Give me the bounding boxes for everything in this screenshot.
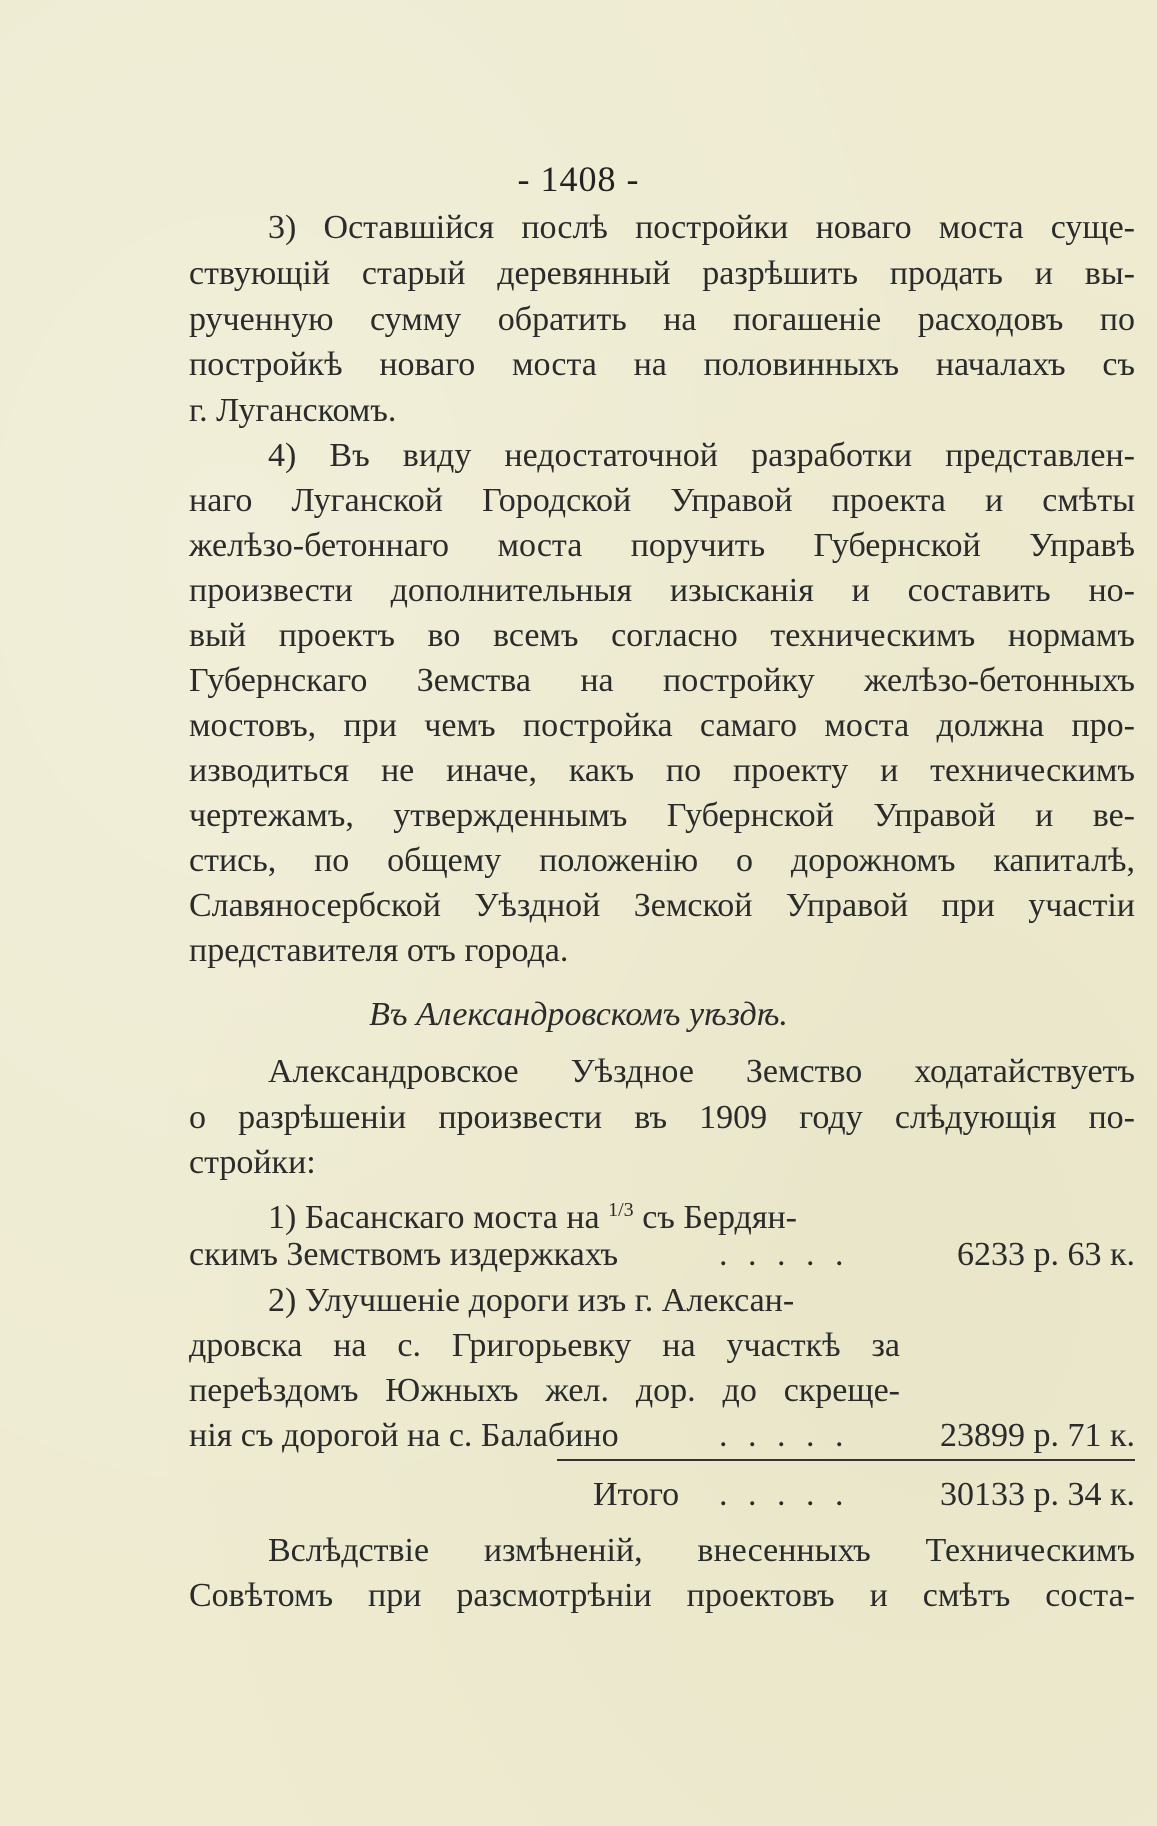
item-1-line-1 — [268, 1190, 797, 1238]
item-1-dots: . . . . . — [719, 1236, 850, 1273]
item-2-line-2: дровска на с. Григорьевку на участкѣ за — [189, 1327, 900, 1364]
paragraph-3-line: рученную сумму обратить на погашеніе расходовъ по — [189, 301, 1135, 338]
item-2-dots: . . . . . — [719, 1417, 850, 1454]
paragraph-4-line: наго Луганской Городской Управой проекта и смѣты — [189, 482, 1135, 519]
item-1-text: скимъ Земствомъ издержкахъ — [189, 1236, 619, 1273]
item-1-fraction: 1/3 — [608, 1199, 634, 1221]
item-1-prefix: 1) Басанскаго моста на — [268, 1199, 609, 1236]
item-1-amount: 6233 р. 63 к. — [956, 1236, 1135, 1273]
intro-line: стройки: — [189, 1144, 316, 1181]
paragraph-4-line: произвести дополнительныя изысканія и составить но- — [189, 572, 1135, 609]
paragraph-4-line: изводиться не иначе, какъ по проекту и техническимъ — [189, 752, 1135, 789]
intro-line: Александровское Уѣздное Земство ходатайствуетъ — [268, 1053, 1135, 1090]
total-dots: . . . . . — [719, 1476, 850, 1513]
paragraph-4-line: желѣзо-бетоннаго моста поручить Губернской Управѣ — [189, 527, 1135, 564]
paragraph-3-line: г. Луганскомъ. — [189, 392, 397, 429]
closing-line: Вслѣдствіе измѣненій, внесенныхъ Техническимъ — [268, 1532, 1135, 1569]
paragraph-3-line: 3) Оставшійся послѣ постройки новаго моста суще- — [268, 209, 1135, 246]
total-label: Итого — [593, 1476, 680, 1513]
total-amount: 30133 р. 34 к. — [939, 1476, 1135, 1513]
page-number: - 1408 - — [517, 159, 640, 199]
paragraph-3-line: постройкѣ новаго моста на половинныхъ началахъ съ — [189, 346, 1135, 383]
paragraph-4-line: вый проектъ во всемъ согласно техническимъ нормамъ — [189, 617, 1135, 654]
item-2-line-1: 2) Улучшеніе дороги изъ г. Алексан- — [268, 1282, 795, 1319]
paragraph-4-line: чертежамъ, утвержденнымъ Губернской Управой и ве- — [189, 797, 1135, 834]
item-1-suffix: съ Бердян- — [633, 1199, 797, 1236]
paragraph-4-line: представителя отъ города. — [189, 932, 569, 969]
paragraph-3-line: ствующій старый деревянный разрѣшить продать и вы- — [189, 255, 1135, 292]
item-2-amount: 23899 р. 71 к. — [939, 1417, 1135, 1454]
intro-line: о разрѣшеніи произвести въ 1909 году слѣдующія по- — [189, 1099, 1135, 1136]
item-2-text: нія съ дорогой на с. Балабино — [189, 1417, 619, 1454]
paragraph-4-line: мостовъ, при чемъ постройка самаго моста должна про- — [189, 707, 1135, 744]
paragraph-4-line: Славяносербской Уѣздной Земской Управой при участіи — [189, 887, 1135, 924]
closing-line: Совѣтомъ при разсмотрѣніи проектовъ и смѣтъ соста- — [189, 1577, 1135, 1614]
paragraph-4-line: стись, по общему положенію о дорожномъ капиталѣ, — [189, 842, 1135, 879]
total-rule — [557, 1459, 1135, 1461]
paragraph-4-line: 4) Въ виду недостаточной разработки представлен- — [268, 437, 1135, 474]
item-2-line-3: переѣздомъ Южныхъ жел. дор. до скреще- — [189, 1372, 900, 1409]
paragraph-4-line: Губернскаго Земства на постройку желѣзо-бетонныхъ — [189, 662, 1135, 699]
section-heading: Въ Александровскомъ уѣздѣ. — [369, 996, 788, 1033]
